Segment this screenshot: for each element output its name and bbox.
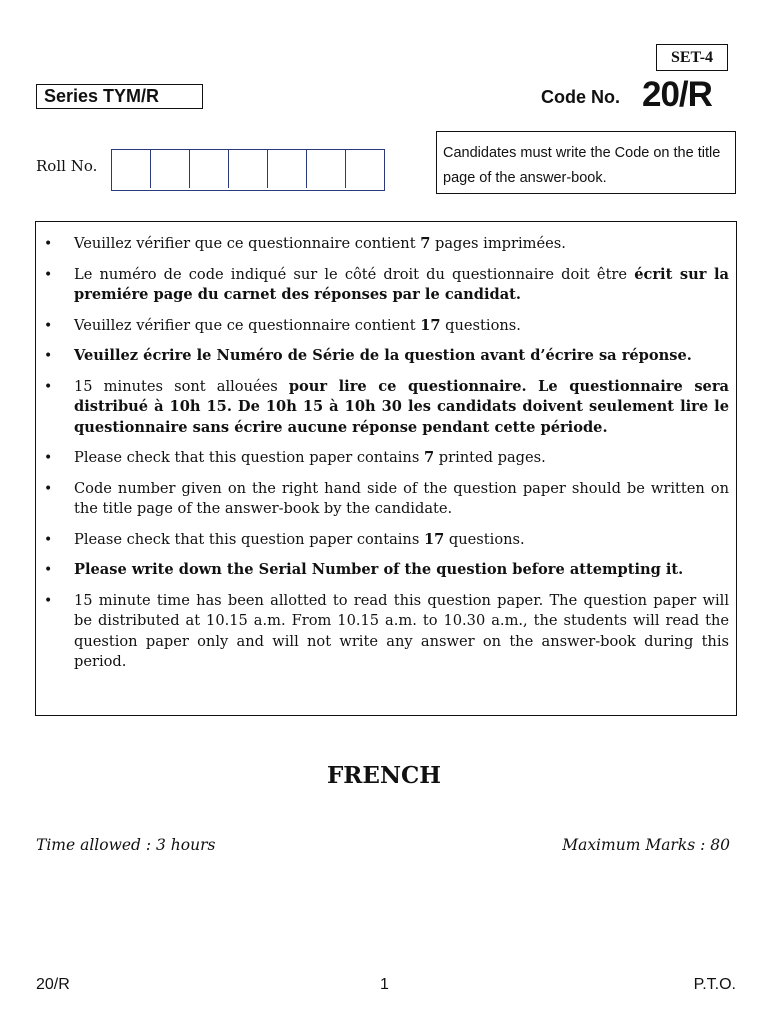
instruction-text: questions. [444,530,525,548]
roll-number-box [307,150,346,188]
bullet-icon: • [44,480,53,497]
instruction-text: 17 [423,530,445,548]
instruction-text: Le numéro de code indiqué sur le côté droit du questionnaire doit être [74,265,635,283]
maximum-marks: Maximum Marks : 80 [562,836,730,854]
bullet-icon: • [44,592,53,609]
roll-number-box [112,150,151,188]
instruction-text: Veuillez vérifier que ce questionnaire contient [74,235,421,252]
instruction-text: Please check that this question paper contains [74,449,424,466]
candidate-note: Candidates must write the Code on the title page of the answer-book. [436,131,736,194]
bullet-icon: • [44,450,53,466]
instruction-item [44,591,729,673]
instruction-text: pour lire ce questionnaire. Le questionnaire sera distribué à 10h 15. De 10h 15 à 10h 30 les candidats doivent seulement lire le questionnaire sans écrire aucune réponse pendant cette période. [74,377,729,436]
instruction-text: 17 [420,316,441,334]
roll-number-boxes [111,149,385,191]
roll-number-label: Roll No. [36,157,98,175]
instruction-item [44,234,729,255]
subject-title: FRENCH [326,762,442,789]
instruction-text: Please check that this question paper contains [74,530,424,548]
instruction-item [44,448,729,469]
instruction-item [44,560,729,581]
bullet-icon: • [44,531,53,548]
bullet-icon: • [44,348,53,364]
instruction-text: pages imprimées. [430,235,566,252]
page-number: 1 [380,976,389,993]
instructions-list [35,221,737,716]
instruction-text: printed pages. [434,449,546,466]
instruction-text: 15 minutes sont allouées [74,377,289,395]
series-label: Series TYM/R [36,84,203,109]
instruction-text: Veuillez écrire le Numéro de Série de la question avant d’écrire sa réponse. [74,347,692,364]
instruction-text: Code number given on the right hand side of the question paper should be written on the title page of the answer-book by the candidate. [74,479,729,517]
pto-label: P.T.O. [693,976,736,993]
instruction-text: Please write down the Serial Number of the question before attempting it. [74,561,684,578]
code-label: Code No. [541,87,620,107]
bullet-icon: • [44,378,53,395]
roll-number-box [268,150,307,188]
bullet-icon: • [44,266,53,283]
roll-number-box [151,150,190,188]
code-value: 20/R [642,75,712,114]
time-allowed: Time allowed : 3 hours [36,836,216,854]
roll-number-box [190,150,229,188]
footer-code: 20/R [36,976,70,993]
instruction-text: 7 [423,449,435,466]
roll-number-box [229,150,268,188]
roll-number-box [346,150,384,188]
bullet-icon: • [44,562,53,578]
instruction-item [44,479,729,520]
bullet-icon: • [44,317,53,334]
instruction-item [44,377,729,439]
set-label: SET-4 [656,44,728,71]
instruction-text: questions. [440,316,521,334]
instruction-text: écrit sur la premiére page du carnet des réponses par le candidat. [74,265,729,303]
instruction-text: 7 [420,235,431,252]
instruction-item [44,265,729,306]
instruction-item [44,530,729,551]
instruction-item [44,346,729,367]
bullet-icon: • [44,236,53,252]
instruction-text: 15 minute time has been allotted to read this question paper. The question paper will be distributed at 10.15 a.m. From 10.15 a.m. to 10.30 a.m., the students will read the question paper only and will not write any answer on the answer-book during this period. [74,591,729,670]
instruction-text: Veuillez vérifier que ce questionnaire contient [74,316,421,334]
instruction-item [44,316,729,337]
